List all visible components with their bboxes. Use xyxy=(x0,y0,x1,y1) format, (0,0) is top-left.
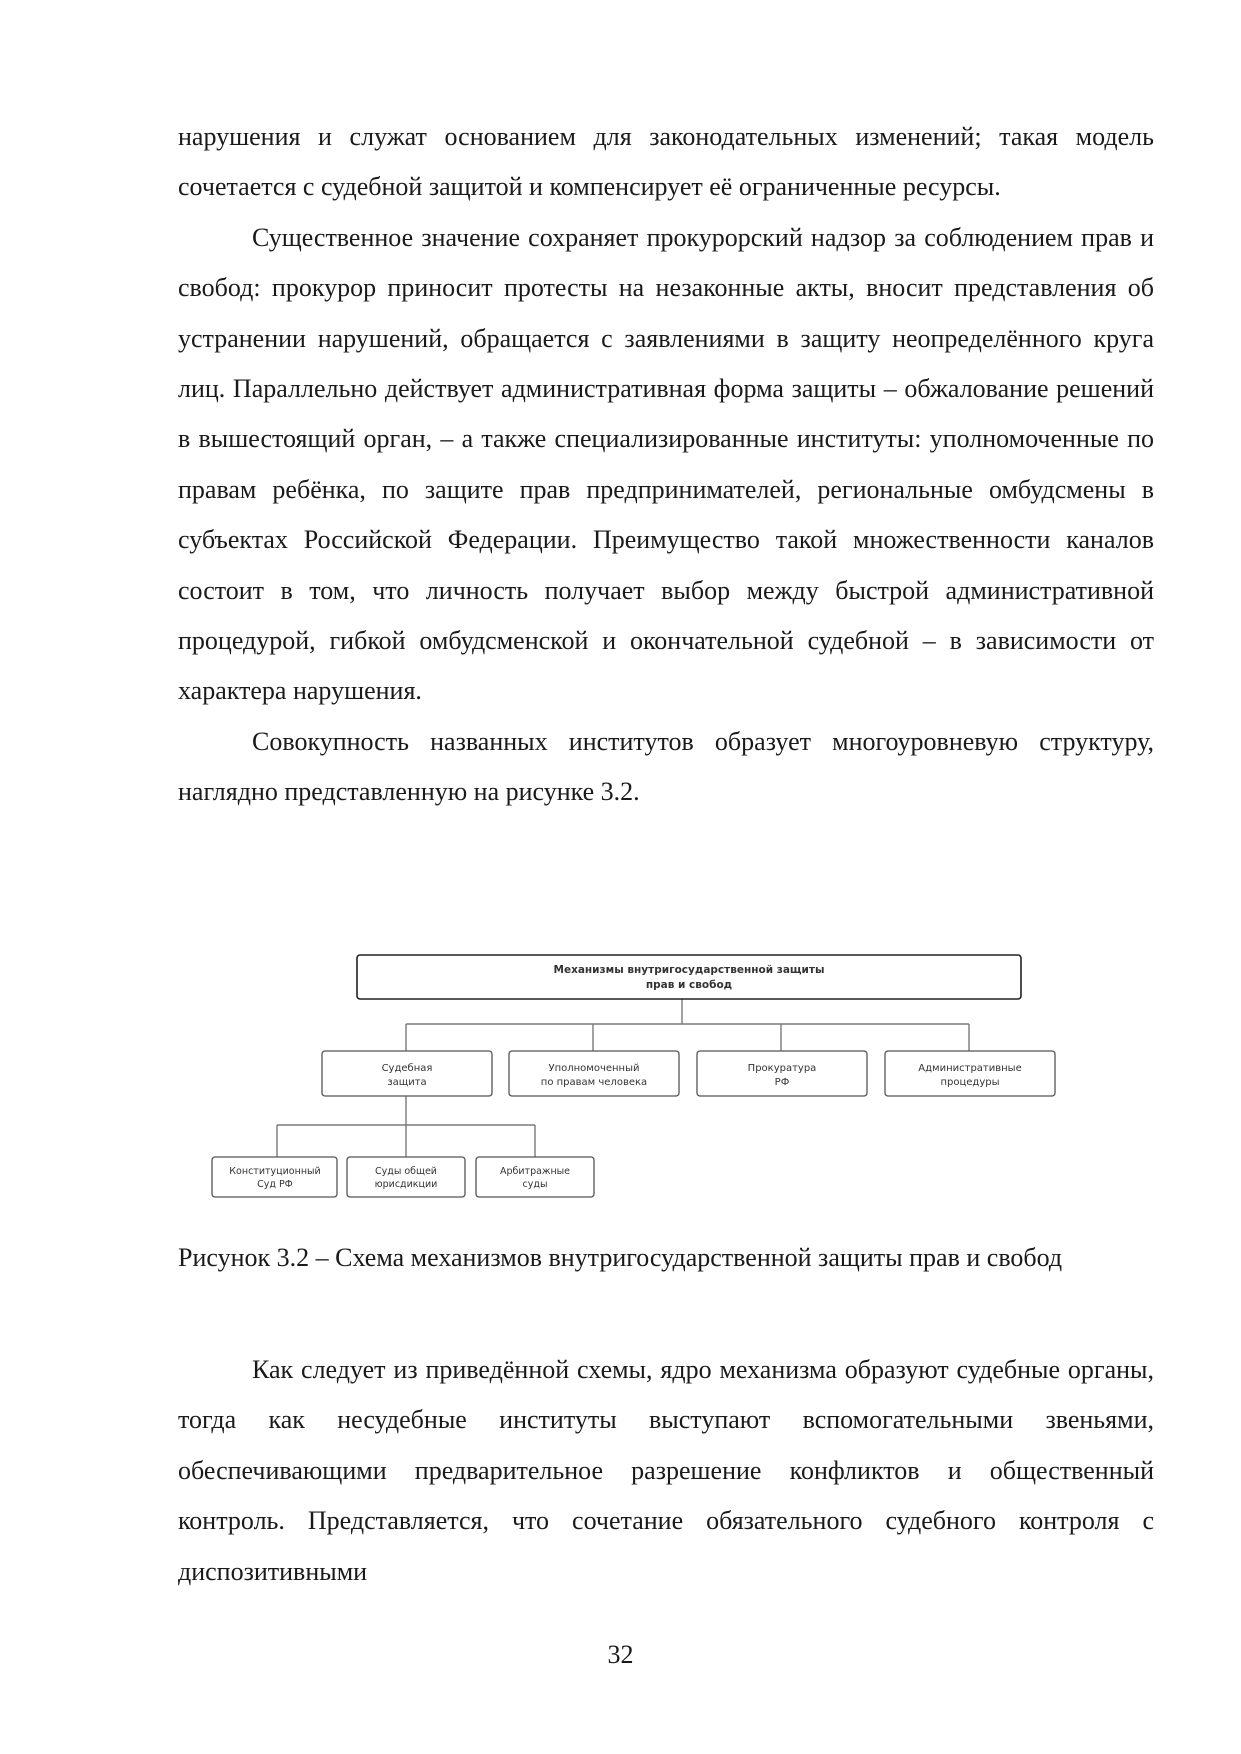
diagram-node-general-courts xyxy=(347,1157,465,1197)
paragraph-conclusion: Как следует из приведённой схемы, ядро механизма образуют судебные органы, тогда как несудебные институты выступают вспомогательными звеньями, обеспечивающими предварительное разрешение конфликтов и общественный контроль. Представляется, что сочетание обязательного судебного контроля с диспозитивными xyxy=(178,1355,1154,1586)
diagram-root-node xyxy=(357,955,1021,999)
diagram-node-prosecutor xyxy=(697,1051,867,1096)
svg-text:по правам человека: по правам человека xyxy=(540,1077,648,1088)
paragraph-structure: Совокупность названных институтов образует многоуровневую структуру, наглядно представленную на рисунке 3.2. xyxy=(178,726,1154,807)
svg-text:Прокуратура: Прокуратура xyxy=(747,1063,817,1074)
paragraph-continuation: нарушения и служат основанием для законодательных изменений; такая модель сочетается с судебной защитой и компенсирует её ограниченные ресурсы. xyxy=(178,122,1154,202)
svg-text:Уполномоченный: Уполномоченный xyxy=(548,1063,640,1074)
svg-text:Административные: Административные xyxy=(918,1063,1022,1074)
svg-text:процедуры: процедуры xyxy=(940,1077,1000,1088)
svg-text:Суд РФ: Суд РФ xyxy=(257,1179,293,1190)
svg-text:Конституционный: Конституционный xyxy=(229,1166,321,1177)
diagram-node-constitutional-court xyxy=(212,1157,337,1197)
page-number: 32 xyxy=(607,1640,634,1669)
figure-caption xyxy=(178,1233,1154,1283)
diagram-node-administrative xyxy=(885,1051,1055,1096)
text-block-bottom xyxy=(178,1345,1154,1597)
diagram-node-judicial-protection xyxy=(322,1051,492,1096)
svg-text:суды: суды xyxy=(522,1179,548,1190)
svg-text:Арбитражные: Арбитражные xyxy=(499,1166,571,1177)
diagram-node-arbitration-courts xyxy=(476,1157,594,1197)
figure-caption-text: Рисунок 3.2 – Схема механизмов внутригосударственной защиты прав и свобод xyxy=(178,1243,1063,1272)
svg-text:защита: защита xyxy=(387,1077,427,1088)
mechanisms-diagram xyxy=(229,945,1062,1205)
svg-text:Суды общей: Суды общей xyxy=(375,1166,437,1177)
svg-text:Судебная: Судебная xyxy=(381,1063,433,1074)
diagram-node-ombudsman xyxy=(509,1051,679,1096)
root-node-line-1: Механизмы внутригосударственной защиты xyxy=(553,964,825,976)
root-node-line-2: прав и свобод xyxy=(645,979,733,991)
svg-text:РФ: РФ xyxy=(774,1077,790,1088)
paragraph-prosecutor: Существенное значение сохраняет прокурорский надзор за соблюдением прав и свобод: прокурор приносит протесты на незаконные акты, вносит представления об устранении нарушений, обращается с заявлениями в защиту неопределённого круга лиц. Параллельно действует административная форма защиты – обжалование решений в вышестоящий орган, – а также специализированные институты: уполномоченные по правам ребёнка, по защите прав предпринимателей, региональные омбудсмены в субъектах Российской Федерации. Преимущество такой множественности каналов состоит в том, что личность получает выбор между быстрой административной процедурой, гибкой омбудсменской и окончательной судебной – в зависимости от характера нарушения. xyxy=(178,222,1154,706)
svg-text:юрисдикции: юрисдикции xyxy=(374,1179,438,1190)
text-block-top xyxy=(178,112,1154,818)
